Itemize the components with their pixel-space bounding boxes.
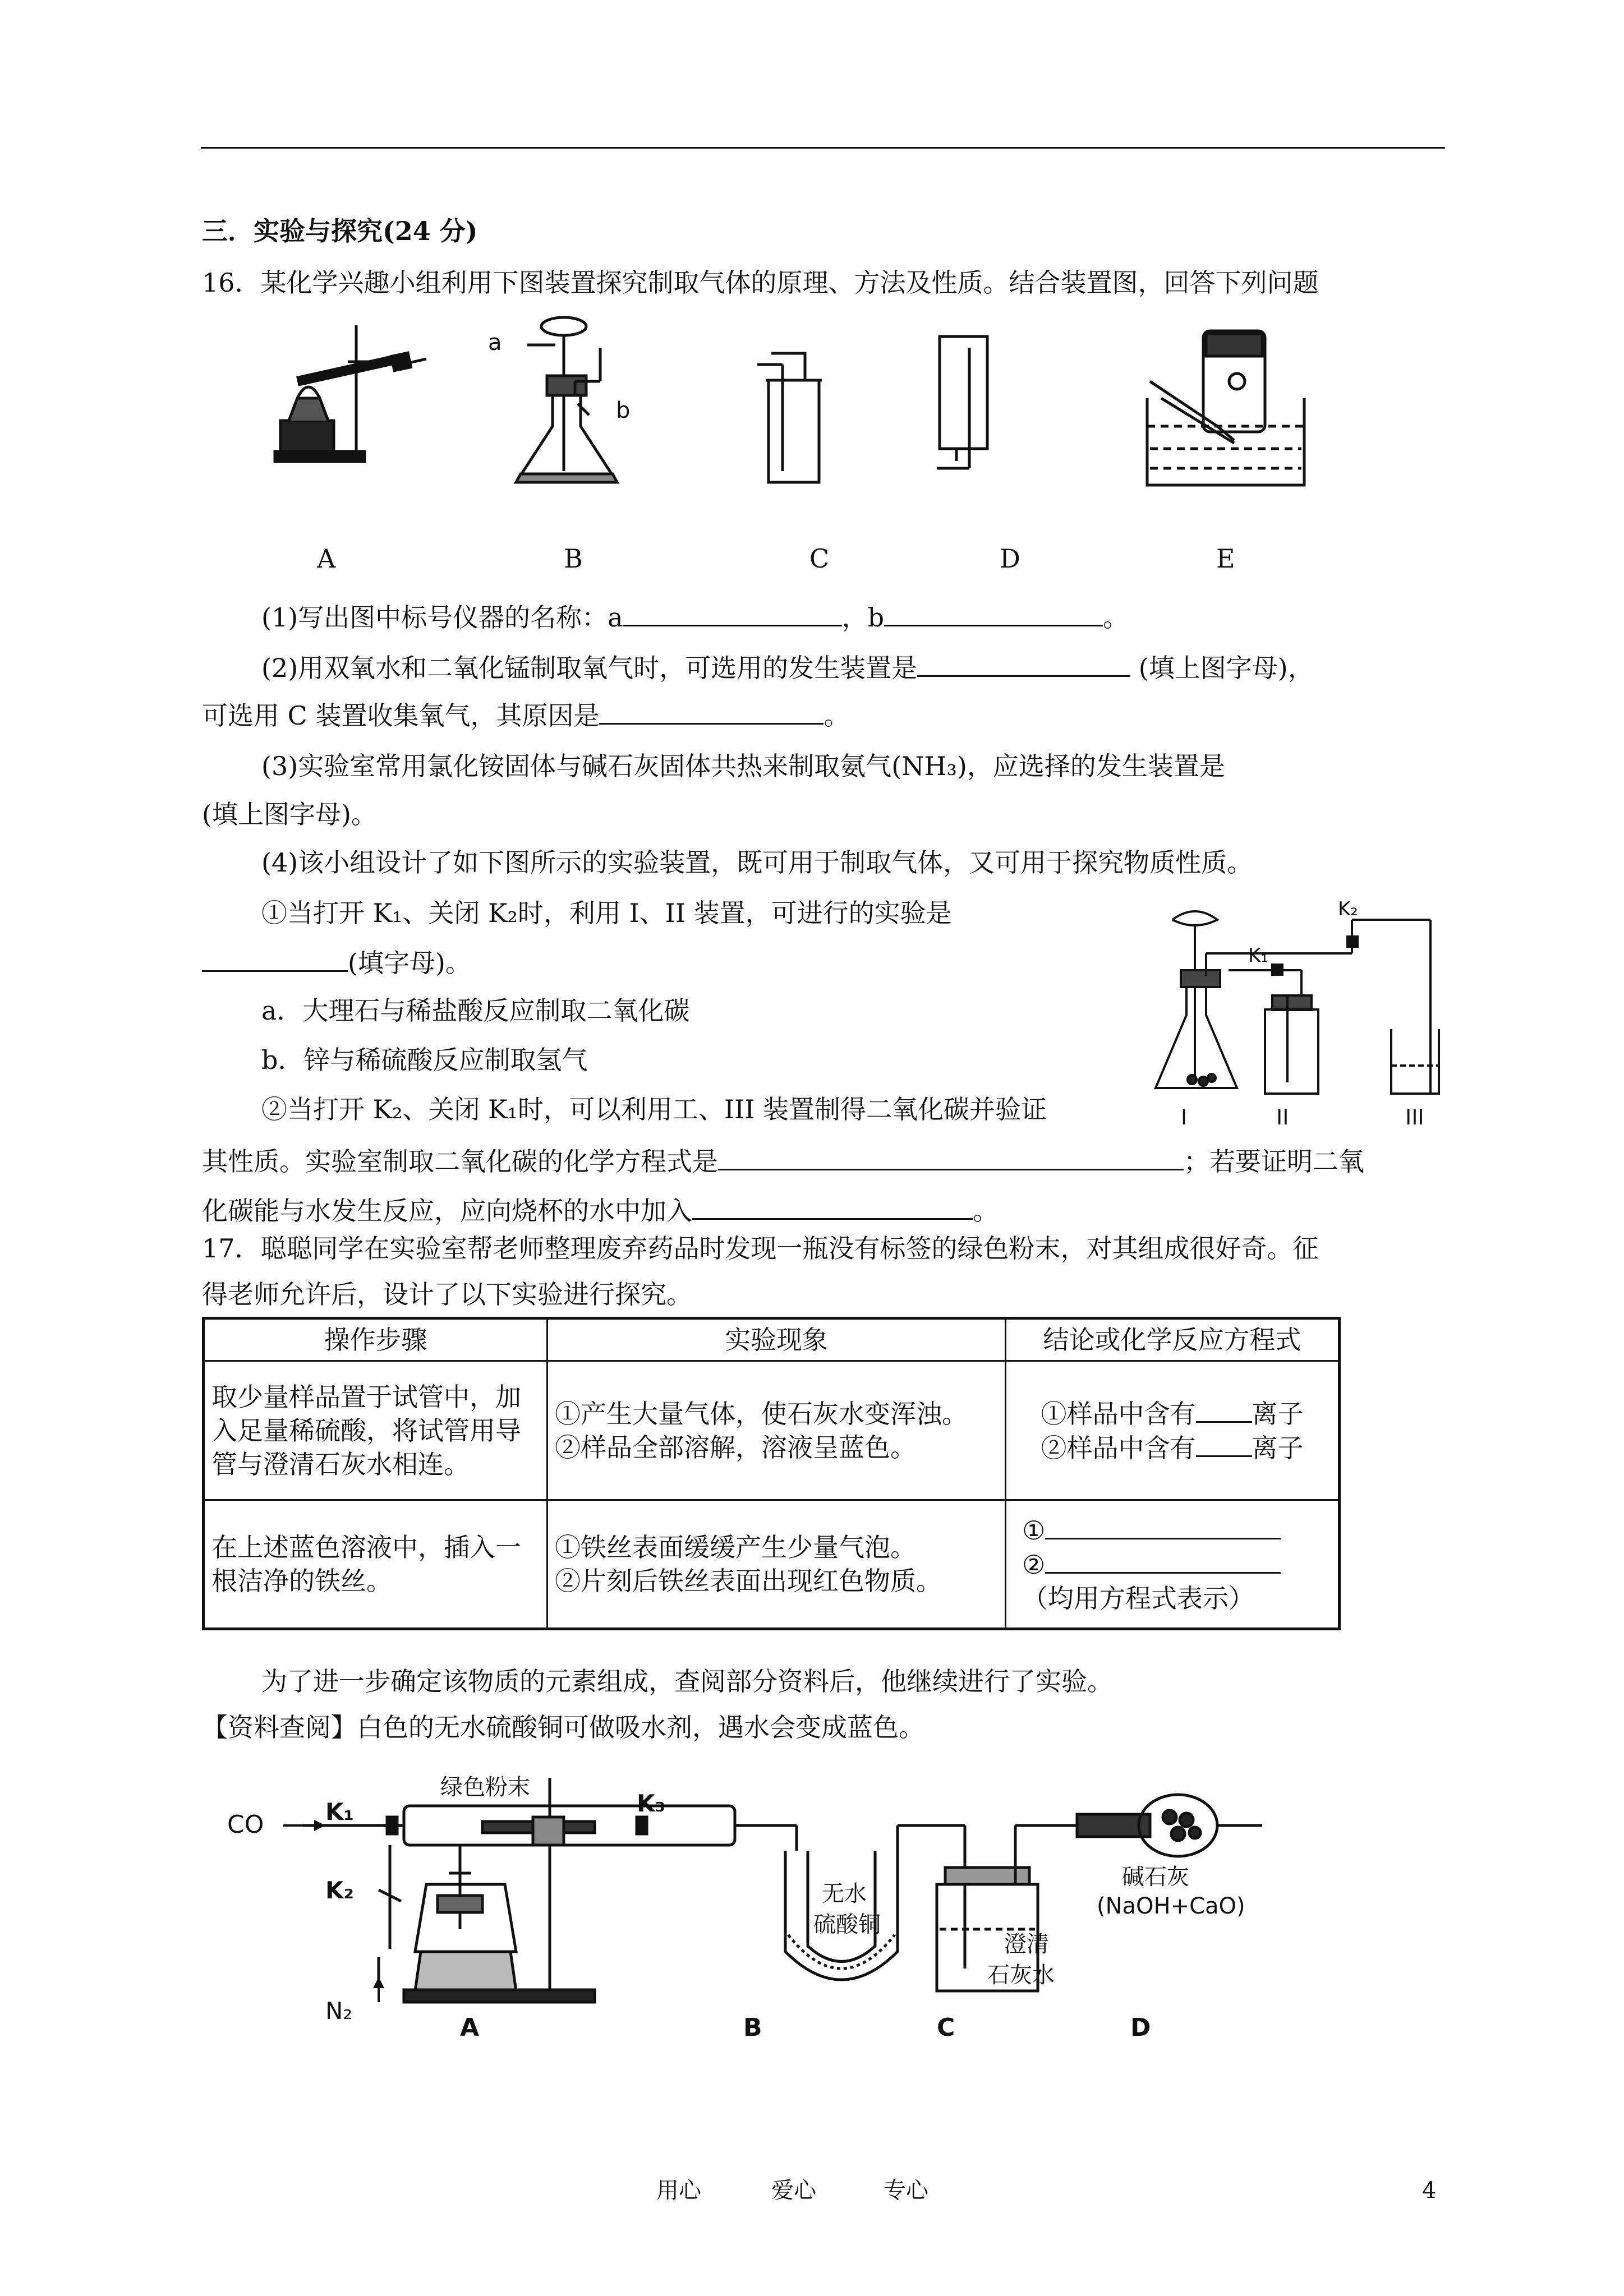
q16-part4-2-line2: 其性质。实验室制取二氧化碳的化学方程式是 ；若要证明二氧	[202, 1144, 1364, 1177]
blank-ion-1[interactable]	[1196, 1396, 1252, 1423]
letter-d: D	[1130, 2013, 1151, 2042]
label-apparatus-a: A	[317, 543, 336, 574]
letter-a: A	[460, 2013, 480, 2042]
section-title: 三．实验与探究(24 分)	[202, 216, 478, 246]
row1-phenomena: ①产生大量气体，使石灰水变浑浊。 ②样品全部溶解，溶液呈蓝色。	[548, 1361, 1006, 1500]
blank-ion-2[interactable]	[1196, 1431, 1252, 1457]
small-label-i: I	[1181, 1105, 1188, 1129]
header-conclusion: 结论或化学反应方程式	[1006, 1318, 1340, 1361]
d-text-2: (NaOH+CaO)	[1097, 1893, 1245, 1919]
apparatus-diagram-i-ii-iii	[1144, 897, 1447, 1133]
q16-part2-line1: (2)用双氧水和二氧化锰制取氧气时，可选用的发生装置是 (填上图字母)，	[261, 651, 1314, 684]
row1-step: 取少量样品置于试管中，加 入足量稀硫酸，将试管用导 管与澄清石灰水相连。	[204, 1361, 548, 1500]
experiment-table	[202, 1317, 1341, 1630]
label-apparatus-c: C	[809, 543, 830, 574]
b-text-2: 硫酸铜	[813, 1912, 881, 1938]
blank-equation-2[interactable]	[1045, 1547, 1281, 1574]
header-rule	[201, 147, 1445, 149]
page-number: 4	[1422, 2178, 1437, 2203]
n2-label: N₂	[325, 1997, 353, 2025]
q17-after-line1: 为了进一步确定该物质的元素组成，查阅部分资料后，他继续进行了实验。	[261, 1666, 1113, 1696]
blank-b[interactable]	[884, 600, 1103, 626]
apparatus-b	[516, 317, 617, 482]
q16-part3-line1: (3)实验室常用氯化铵固体与碱石灰固体共热来制取氨气(NH₃)，应选择的发生装置是	[261, 751, 1225, 781]
footer-item-1: 用心	[656, 2178, 701, 2203]
table-row	[204, 1361, 1340, 1500]
header-steps: 操作步骤	[204, 1318, 548, 1361]
blank-a[interactable]	[623, 600, 842, 626]
blank-generator-o2[interactable]	[917, 651, 1130, 677]
letter-b: B	[743, 2013, 762, 2042]
blank-beaker-addition[interactable]	[692, 1193, 973, 1220]
k2-label: K₂	[325, 1877, 354, 1904]
row1-conclusion: ①样品中含有 离子 ②样品中含有 离子	[1006, 1361, 1340, 1500]
apparatus-diagram-co-reduction	[227, 1767, 1268, 2047]
small-label-iii: III	[1405, 1105, 1424, 1129]
q16-part4-2-line1: ②当打开 K₂、关闭 K₁时，可以利用工、III 装置制得二氧化碳并验证	[261, 1094, 1047, 1124]
q16-part3-line2: (填上图字母)。	[202, 799, 377, 829]
powder-label: 绿色粉末	[440, 1774, 530, 1800]
q16-part4: (4)该小组设计了如下图所示的实验装置，既可用于制取气体，又可用于探究物质性质。	[261, 847, 1253, 878]
q16-part2-line2: 可选用 C 装置收集氧气，其原因是 。	[202, 698, 849, 731]
row2-phenomena: ①铁丝表面缓缓产生少量气泡。 ②片刻后铁丝表面出现红色物质。	[548, 1500, 1006, 1629]
b-text-1: 无水	[822, 1881, 867, 1907]
apparatus-diagram-a-to-e	[264, 314, 1329, 505]
footer-item-3: 专心	[884, 2178, 928, 2203]
apparatus-a	[275, 325, 426, 462]
row2-step: 在上述蓝色溶液中，插入一 根洁净的铁丝。	[204, 1500, 548, 1629]
option-b: b．锌与稀硫酸反应制取氢气	[261, 1045, 588, 1075]
q16-part4-1-line1: ①当打开 K₁、关闭 K₂时，利用 I、II 装置，可进行的实验是	[261, 898, 952, 928]
option-a: a．大理石与稀盐酸反应制取二氧化碳	[261, 995, 690, 1026]
label-a-mark: a	[488, 330, 502, 356]
table-header-row	[204, 1318, 1340, 1361]
c-text-2: 石灰水	[987, 1962, 1055, 1988]
apparatus-e	[1147, 331, 1304, 485]
small-k1-label: K₁	[1248, 944, 1268, 967]
q17-stem-line1: 17．聪聪同学在实验室帮老师整理废弃药品时发现一瓶没有标签的绿色粉末，对其组成很好奇。征	[202, 1233, 1319, 1264]
q16-part4-2-line3: 化碳能与水发生反应，应向烧杯的水中加入 。	[202, 1193, 999, 1227]
blank-reason-c[interactable]	[599, 698, 823, 725]
label-b-mark: b	[616, 398, 631, 423]
blank-equation-1[interactable]	[1045, 1513, 1281, 1539]
q17-info-line: 【资料查阅】白色的无水硫酸铜可做吸水剂，遇水会变成蓝色。	[202, 1712, 924, 1742]
label-apparatus-d: D	[1000, 543, 1020, 574]
d-text-1: 碱石灰	[1122, 1864, 1189, 1890]
blank-co2-equation[interactable]	[718, 1144, 1184, 1170]
header-phenomena: 实验现象	[548, 1318, 1006, 1361]
label-apparatus-e: E	[1216, 543, 1235, 574]
q17-stem-line2: 得老师允许后，设计了以下实验进行探究。	[202, 1279, 692, 1310]
c-text-1: 澄清	[1004, 1931, 1049, 1957]
table-row	[204, 1500, 1340, 1629]
q16-stem: 16．某化学兴趣小组利用下图装置探究制取气体的原理、方法及性质。结合装置图，回答下列问题	[202, 268, 1319, 298]
small-label-ii: II	[1276, 1105, 1289, 1129]
co-label: CO	[227, 1810, 264, 1839]
letter-c: C	[937, 2013, 955, 2042]
blank-experiment-choice[interactable]	[202, 946, 348, 972]
q16-part4-1-line2: (填字母)。	[202, 946, 471, 979]
q16-part1: (1)写出图中标号仪器的名称：a ，b 。	[261, 600, 1129, 633]
apparatus-d	[937, 336, 987, 468]
k3-label: K₃	[637, 1790, 665, 1817]
row2-conclusion: ① ② （均用方程式表示）	[1006, 1500, 1340, 1629]
small-k2-label: K₂	[1338, 898, 1358, 920]
footer-item-2: 爱心	[771, 2178, 816, 2203]
apparatus-c	[757, 353, 822, 482]
label-apparatus-b: B	[564, 543, 583, 574]
k1-label: K₁	[325, 1798, 354, 1825]
